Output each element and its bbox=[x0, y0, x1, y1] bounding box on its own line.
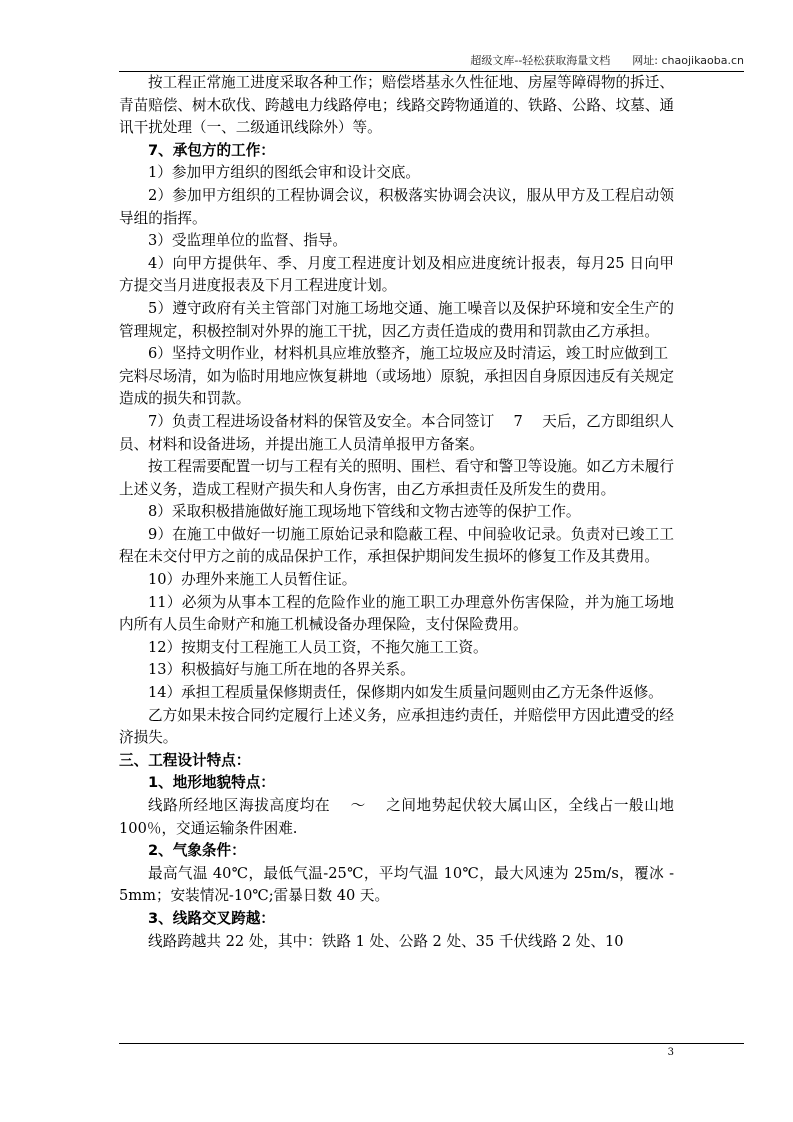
paragraph: 10）办理外来施工人员暂住证。 bbox=[148, 571, 357, 589]
document-body bbox=[119, 72, 674, 953]
paragraph: 线路跨越共 22 处，其中：铁路 1 处、公路 2 处、35 千伏线路 2 处、10 bbox=[148, 932, 624, 950]
paragraph: 9）在施工中做好一切施工原始记录和隐蔽工程、中间验收记录。负责对已竣工工程在未交付甲方之前的成品保护工作，承担保护期间发生损坏的修复工作及其费用。 bbox=[119, 525, 674, 566]
paragraph: 6）坚持文明作业，材料机具应堆放整齐，施工垃圾应及时清运，竣工时应做到工 bbox=[148, 345, 669, 363]
paragraph: 7）负责工程进场设备材料的保管及安全。本合同签订 7 天后，乙方即组织人员、材料和设备进场，并提出施工人员清单报甲方备案。 bbox=[119, 412, 674, 453]
page-header bbox=[119, 54, 744, 72]
paragraph: 按工程需要配置一切与工程有关的照明、围栏、看守和警卫等设施。如乙方未履行上述义务，造成工程财产损失和人身伤害，由乙方承担责任及所发生的费用。 bbox=[119, 458, 674, 498]
paragraph: 线路所经地区海拔高度均在 ～ 之间地势起伏较大属山区，全线占一般山地 100％，交通运输条件困难. bbox=[119, 797, 674, 837]
paragraph: 最高气温 40℃，最低气温-25℃，平均气温 10℃，最大风速为 25m/s，覆冰 - 5mm；安装情况-10℃;雷暴日数 40 天。 bbox=[119, 864, 674, 905]
paragraph: 3）受监理单位的监督、指导。 bbox=[148, 232, 348, 250]
chapter-heading: 三、工程设计特点： bbox=[119, 751, 251, 769]
paragraph: 11）必须为从事本工程的危险作业的施工职工办理意外伤害保险，并为施工场地内所有人员生命财产和施工机械设备办理保险，支付保险费用。 bbox=[119, 593, 674, 634]
page-number: 3 bbox=[667, 1047, 674, 1058]
paragraph: 13）积极搞好与施工所在地的各界关系。 bbox=[148, 661, 415, 679]
footer-rule bbox=[119, 1043, 744, 1044]
section-heading: 2、气象条件： bbox=[148, 842, 246, 860]
section-heading: 1、地形地貌特点： bbox=[148, 774, 275, 792]
paragraph: 8）采取积极措施做好施工现场地下管线和文物古迹等的保护工作。 bbox=[148, 503, 581, 521]
header-website: 网址: chaojikaoba.cn bbox=[632, 54, 744, 67]
paragraph: 14）承担工程质量保修期责任，保修期内如发生质量问题则由乙方无条件返修。 bbox=[148, 684, 663, 702]
paragraph: 5）遵守政府有关主管部门对施工场地交通、施工噪音以及保护环境和安全生产的管理规定，积极控制对外界的施工干扰，因乙方责任造成的费用和罚款由乙方承担。 bbox=[119, 299, 674, 340]
paragraph: 完料尽场清，如为临时用地应恢复耕地（或场地）原貌，承担因自身原因违反有关规定造成的损失和罚款。 bbox=[119, 367, 674, 408]
paragraph: 乙方如果未按合同约定履行上述义务，应承担违约责任，并赔偿甲方因此遭受的经济损失。 bbox=[119, 706, 674, 747]
section-heading: 3、线路交叉跨越： bbox=[148, 909, 275, 927]
paragraph: 12）按期支付工程施工人员工资，不拖欠施工工资。 bbox=[148, 638, 488, 656]
paragraph: 按工程正常施工进度采取各种工作；赔偿塔基永久性征地、房屋等障碍物的拆迁、青苗赔偿、树木砍伐、跨越电力线路停电；线路交跨物通道的、铁路、公路、坟墓、通讯干扰处理（一、二级通讯线除外）等。 bbox=[119, 74, 674, 137]
paragraph: 2）参加甲方组织的工程协调会议，积极落实协调会决议，服从甲方及工程启动领导组的指挥。 bbox=[119, 186, 674, 227]
header-left-text: 超级文库--轻松获取海量文档 bbox=[470, 54, 611, 67]
section-heading: 7、承包方的工作： bbox=[148, 141, 275, 159]
paragraph: 4）向甲方提供年、季、月度工程进度计划及相应进度统计报表，每月25 日向甲方提交当月进度报表及下月工程进度计划。 bbox=[119, 254, 674, 295]
paragraph: 1）参加甲方组织的图纸会审和设计交底。 bbox=[148, 164, 420, 182]
